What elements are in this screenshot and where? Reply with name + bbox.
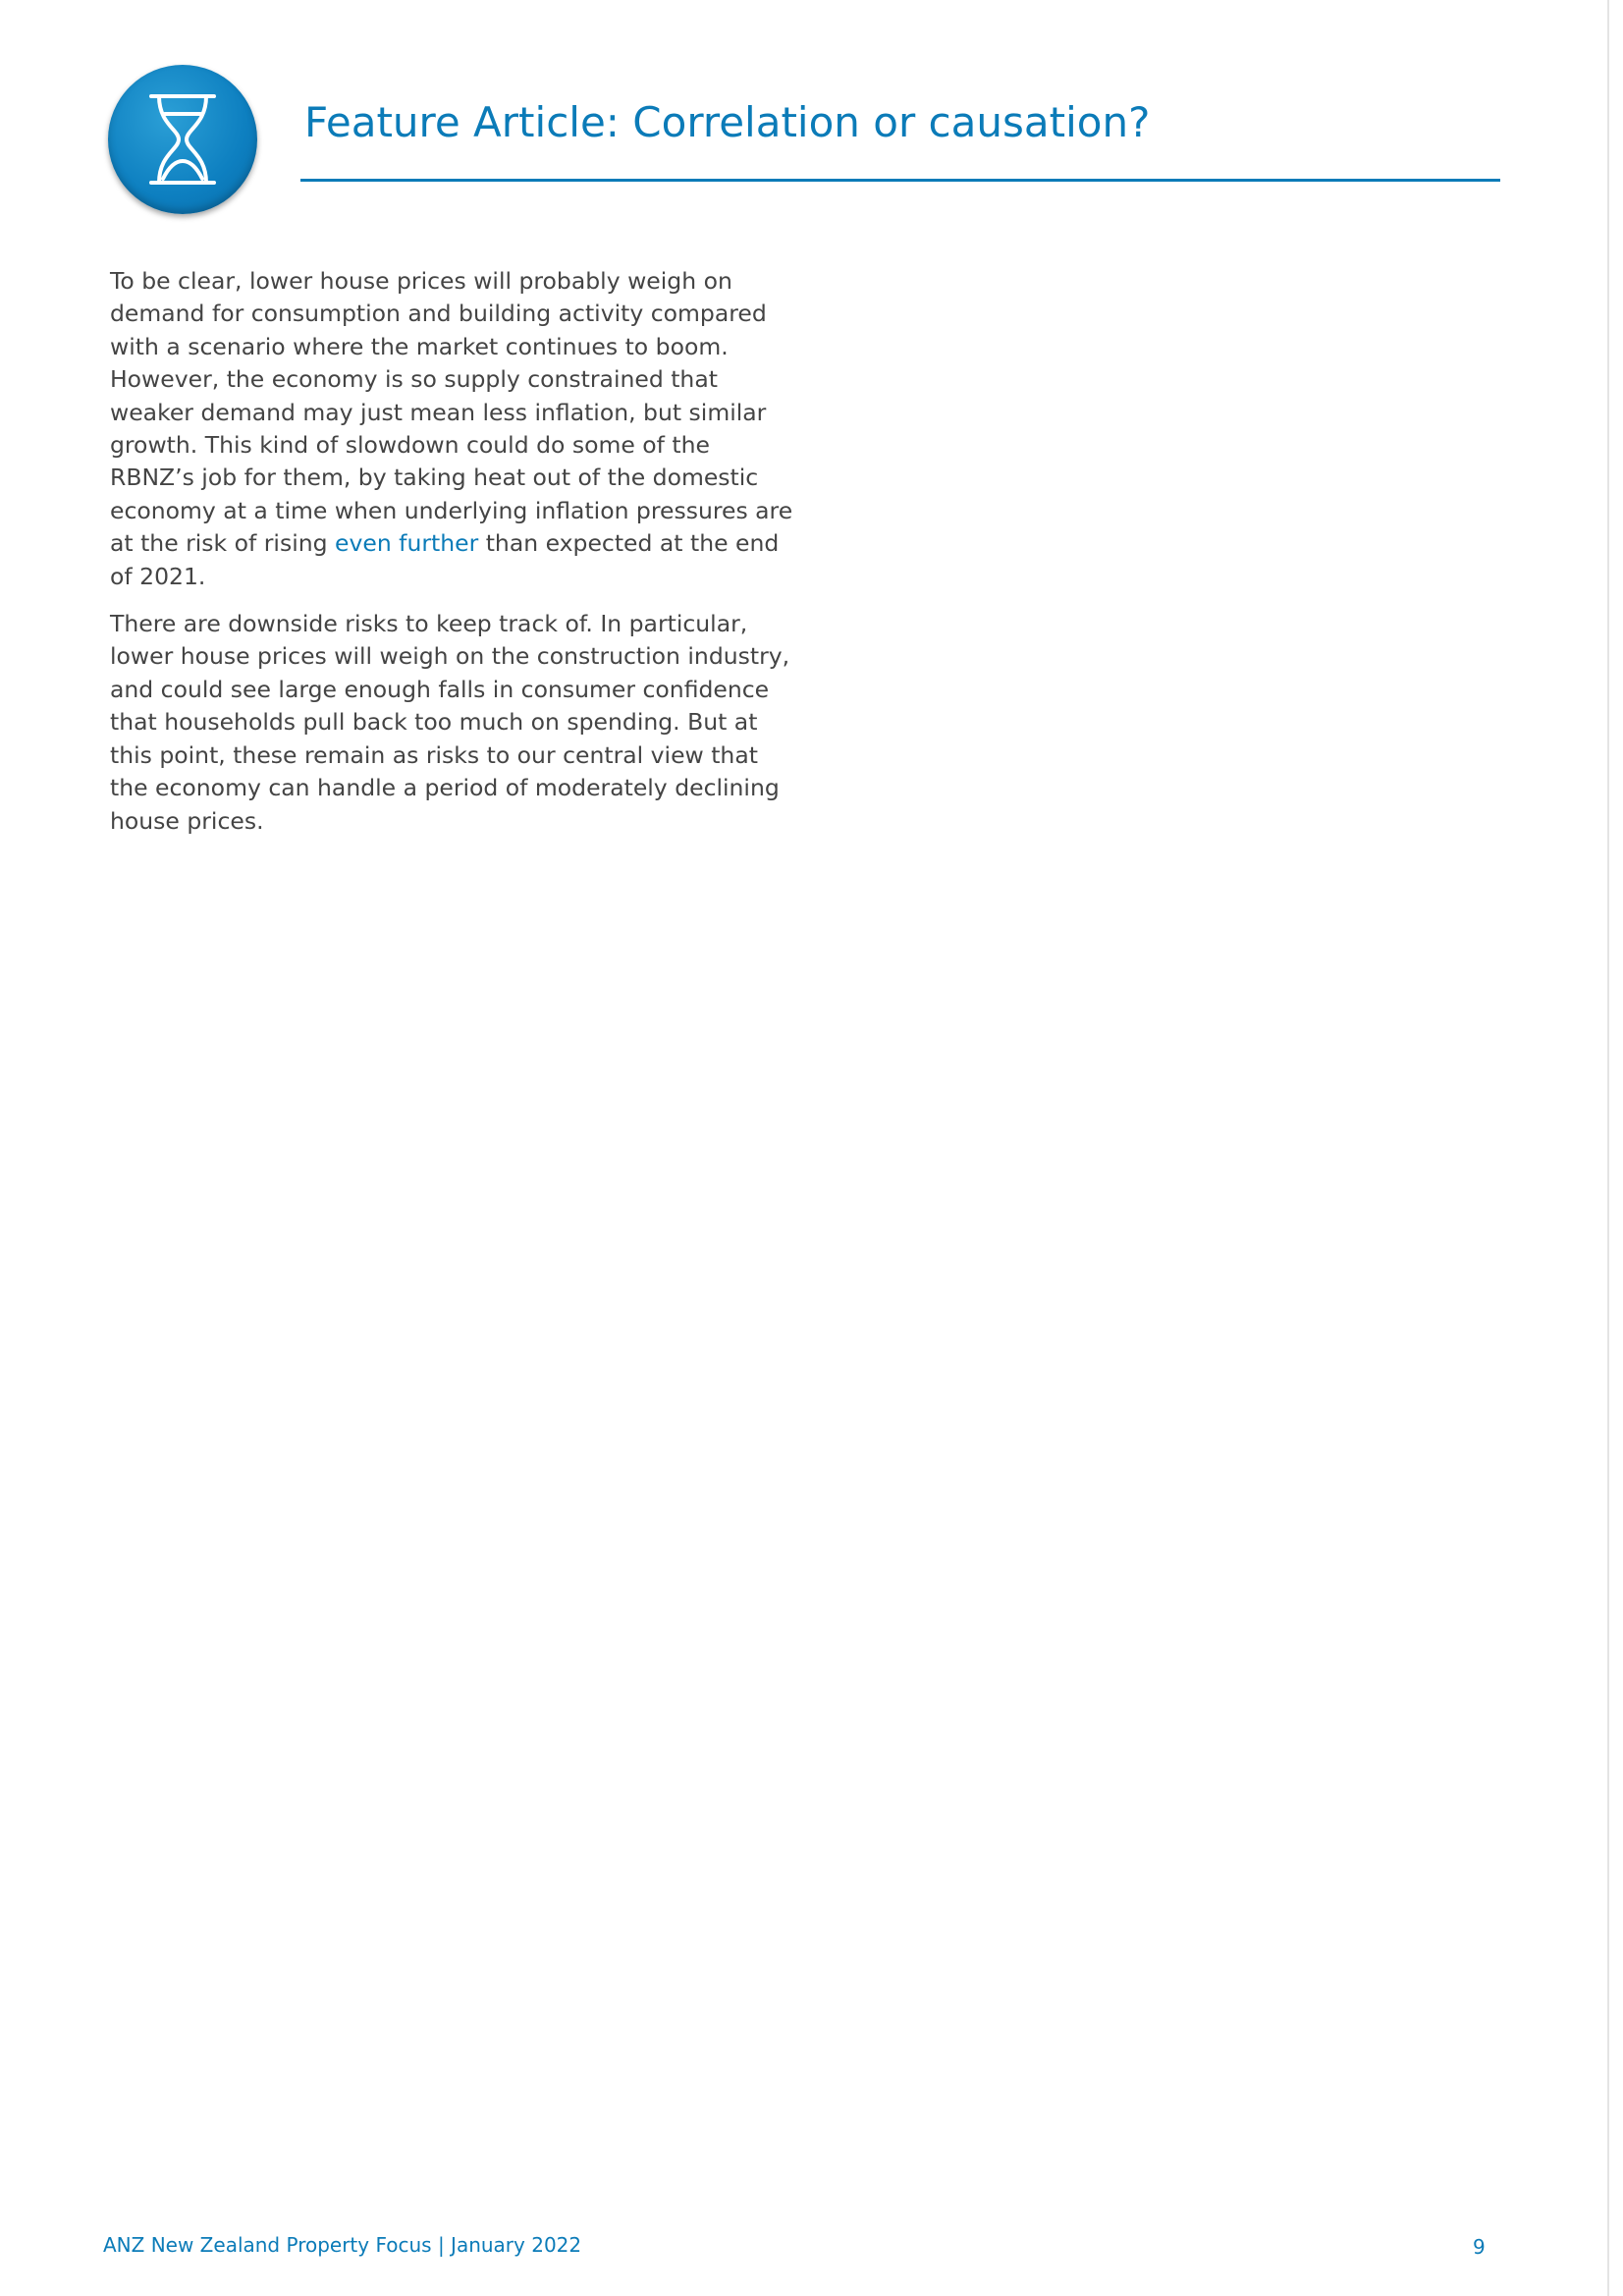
title-divider bbox=[300, 179, 1500, 182]
paragraph-1-text-a: To be clear, lower house prices will probably weigh on demand for consumption and building activity compared with a scenario where the market continues to boom. However, the economy is so supply constrained that weaker demand may just mean less inflation, but similar growth. This kind of slowdown could do some of the RBNZ’s job for them, by taking heat out of the domestic economy at a time when underlying inflation pressures are at the risk of rising bbox=[110, 267, 793, 558]
even-further-link[interactable]: even further bbox=[335, 529, 479, 558]
page-edge bbox=[1607, 0, 1609, 2296]
article-body bbox=[110, 265, 797, 852]
paragraph-1-text-b: than expected at the end of 2021. bbox=[110, 529, 780, 590]
page-title: Feature Article: Correlation or causation? bbox=[304, 98, 1151, 146]
paragraph-1 bbox=[110, 265, 797, 593]
paragraph-2: There are downside risks to keep track of. In particular, lower house prices will weigh on the construction industry, and could see large enough falls in consumer confidence that households pull back too much on spending. But at this point, these remain as risks to our central view that the economy can handle a period of moderately declining house prices. bbox=[110, 610, 790, 835]
footer-publication: ANZ New Zealand Property Focus | January 2022 bbox=[103, 2233, 582, 2257]
page-number: 9 bbox=[1473, 2235, 1486, 2259]
hourglass-icon bbox=[108, 65, 257, 214]
